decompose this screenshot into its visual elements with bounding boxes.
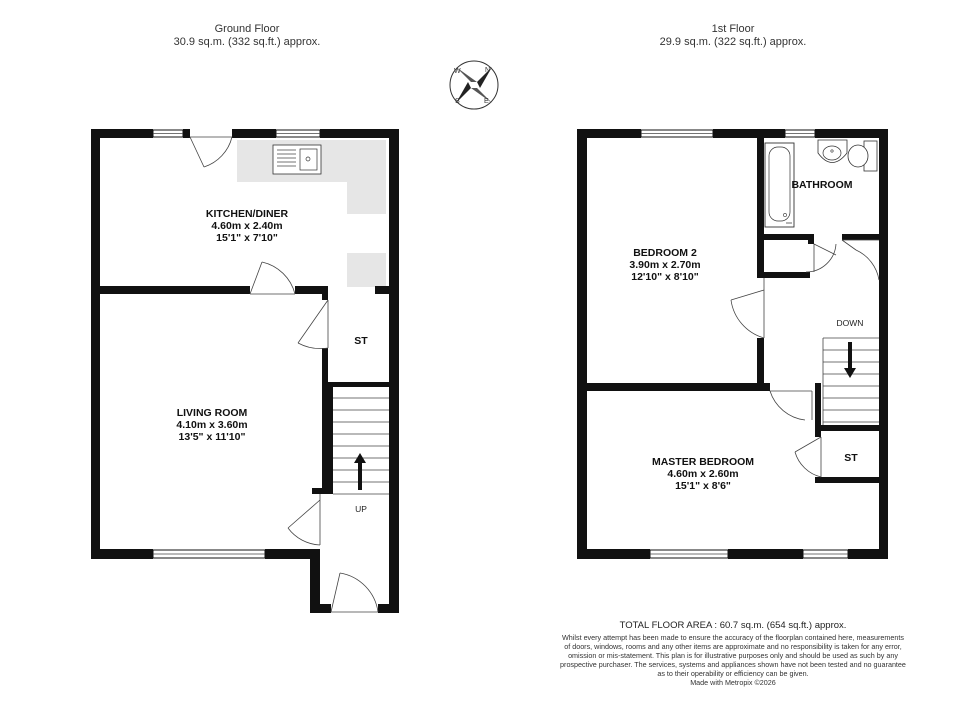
disclaimer-line: prospective purchaser. The services, systems and appliances shown have not been tested and no guarantee — [560, 660, 906, 669]
room-imperial-bedroom2: 12'10" x 8'10" — [631, 271, 699, 283]
ff-wall-bottom-b — [728, 549, 803, 559]
room-metric-master: 4.60m x 2.60m — [667, 468, 739, 480]
gf-wall-divide-a — [100, 286, 250, 294]
ff-store-label: ST — [844, 452, 858, 464]
gf-wall-right — [389, 129, 399, 613]
ff-wall-bottom-a — [577, 549, 650, 559]
bathtub-icon — [765, 143, 794, 227]
gf-store-door — [298, 300, 328, 349]
porch-wall-bottom-a — [310, 604, 331, 613]
ff-cupboard-door — [806, 244, 836, 272]
compass-e: E — [484, 98, 489, 105]
ground-floor-plan — [91, 129, 399, 613]
made-with-credit: Made with Metropix ©2026 — [690, 678, 776, 687]
room-name-living: LIVING ROOM — [176, 407, 248, 419]
stairs-down-arrow-icon — [844, 342, 856, 378]
compass-rose-icon — [450, 61, 498, 109]
ff-stairs-label: DOWN — [836, 318, 864, 328]
ground-floor-title: Ground Floor — [214, 23, 280, 35]
landing-wall-stub — [764, 383, 770, 391]
total-floor-area: TOTAL FLOOR AREA : 60.7 sq.m. (654 sq.ft.) approx. — [619, 620, 847, 631]
stairs-wall-foot — [315, 488, 333, 494]
gf-stairs — [333, 398, 389, 494]
porch-wall-bottom-b — [378, 604, 399, 613]
bath-wall-left — [757, 138, 764, 278]
disclaimer-line: omission or mis-statement. This plan is for illustrative purposes only and should be used as such by any — [568, 651, 898, 660]
gf-back-door — [190, 137, 232, 167]
ff-bathroom-door — [842, 240, 879, 280]
ff-bedroom2-door — [731, 278, 764, 338]
bathroom-label: BATHROOM — [791, 179, 853, 191]
gf-wall-divide-c — [375, 286, 389, 294]
ff-wall-left — [577, 129, 587, 559]
compass-n: N — [485, 67, 491, 74]
ff-stairs-wall — [815, 383, 821, 431]
ground-floor-area: 30.9 sq.m. (332 sq.ft.) approx. — [173, 36, 321, 48]
disclaimer-line: of doors, windows, rooms and any other items are approximate and no responsibility is taken for any error, — [564, 642, 902, 651]
gf-stairs-label: UP — [355, 504, 367, 514]
room-imperial-living: 13'5" x 11'10" — [178, 431, 246, 443]
sink-icon — [273, 145, 321, 174]
stairs-up-arrow-icon — [354, 453, 366, 490]
compass-s: S — [455, 98, 460, 105]
room-name-bedroom2: BEDROOM 2 — [633, 247, 697, 259]
basin-icon — [818, 140, 847, 163]
st-wall-bottom — [328, 382, 389, 387]
gf-wall-left — [91, 129, 100, 559]
ff-master-door — [770, 391, 812, 420]
gf-wall-top-b — [183, 129, 190, 138]
ff-stairs — [823, 338, 879, 425]
room-name-kitchen: KITCHEN/DINER — [205, 208, 289, 220]
room-metric-living: 4.10m x 3.60m — [176, 419, 248, 431]
gf-wall-top-c — [232, 129, 276, 138]
room-imperial-kitchen: 15'1" x 7'10" — [216, 232, 278, 244]
ff-store-wall-stub — [815, 431, 821, 437]
bed2-wall-right — [757, 338, 764, 391]
gf-wall-top-d — [320, 129, 399, 138]
disclaimer-line: Whilst every attempt has been made to ensure the accuracy of the floorplan contained here, measurements — [562, 633, 904, 642]
ff-wall-top-b — [713, 129, 785, 138]
ff-wall-divide — [587, 383, 764, 391]
room-metric-bedroom2: 3.90m x 2.70m — [629, 259, 701, 271]
ff-wall-bottom-c — [848, 549, 888, 559]
ff-wall-top-c — [815, 129, 888, 138]
gf-hall-door — [288, 494, 320, 545]
gf-kitchen-door — [250, 262, 295, 294]
first-floor-plan — [577, 129, 888, 559]
ff-stairs-wall-bottom — [815, 425, 879, 431]
room-name-master: MASTER BEDROOM — [651, 456, 755, 468]
ff-wall-top-a — [577, 129, 641, 138]
gf-wall-top-a — [91, 129, 153, 138]
kitchen-worktop-side — [347, 182, 386, 214]
first-floor-title: 1st Floor — [711, 23, 755, 35]
porch-wall-left — [310, 549, 320, 613]
bath-wall-bottom-b — [842, 234, 879, 240]
cupboard-wall-bottom — [757, 272, 810, 278]
st-wall-side — [322, 348, 328, 488]
bath-wall-bottom-a — [757, 234, 812, 240]
room-metric-kitchen: 4.60m x 2.40m — [211, 220, 283, 232]
disclaimer-line: as to their operability or efficiency can be given. — [657, 669, 809, 678]
kitchen-unit — [347, 253, 386, 287]
compass-w: W — [454, 68, 461, 75]
st-wall-top — [322, 286, 328, 300]
ff-store-door — [795, 437, 821, 477]
toilet-icon — [848, 141, 877, 171]
first-floor-area: 29.9 sq.m. (322 sq.ft.) approx. — [659, 36, 807, 48]
gf-front-door — [331, 573, 378, 612]
disclaimer — [560, 633, 906, 687]
cupboard-wall-stub — [808, 234, 814, 244]
gf-store-label: ST — [354, 335, 368, 347]
ff-wall-right — [879, 129, 888, 559]
room-imperial-master: 15'1" x 8'6" — [675, 480, 731, 492]
gf-wall-bottom-a — [91, 549, 153, 559]
stairs-wall-left — [328, 382, 333, 494]
ff-store-wall-bottom — [815, 477, 879, 483]
